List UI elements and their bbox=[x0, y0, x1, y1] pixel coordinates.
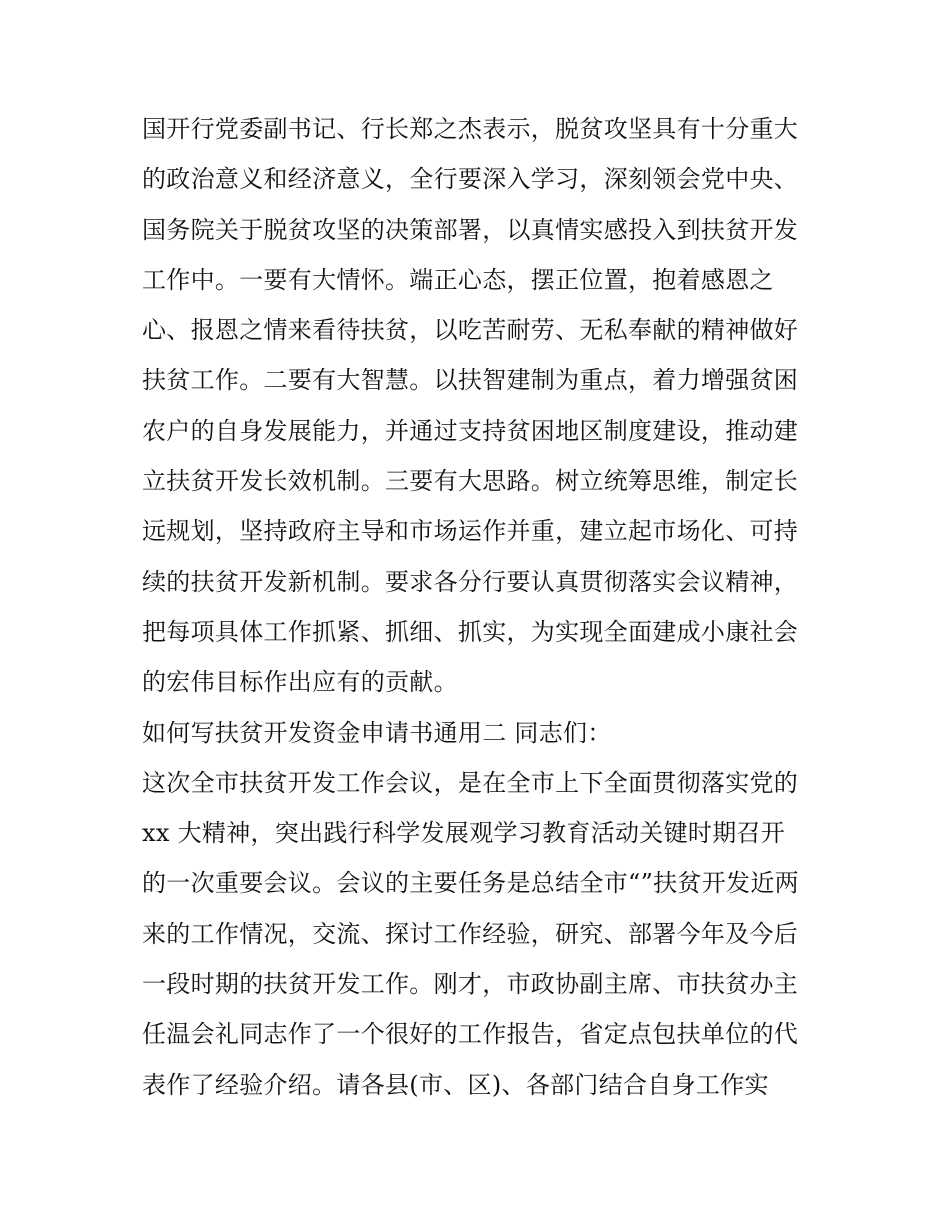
text-line: xx 大精神，突出践行科学发展观学习教育活动关键时期召开 bbox=[142, 819, 786, 848]
text-line: 心、报恩之情来看待扶贫，以吃苦耐劳、无私奉献的精神做好 bbox=[142, 316, 799, 345]
text-line: 续的扶贫开发新机制。要求各分行要认真贯彻落实会议精神， bbox=[142, 567, 799, 596]
text-line: 把每项具体工作抓紧、抓细、抓实，为实现全面建成小康社会 bbox=[142, 617, 799, 646]
text-line: 任温会礼同志作了一个很好的工作报告，省定点包扶单位的代 bbox=[142, 1020, 799, 1049]
text-line: 工作中。一要有大情怀。端正心态，摆正位置，抱着感恩之 bbox=[142, 265, 774, 294]
text-line: 国务院关于脱贫攻坚的决策部署，以真情实感投入到扶贫开发 bbox=[142, 215, 799, 244]
text-line: 来的工作情况，交流、探讨工作经验，研究、部署今年及今后 bbox=[142, 919, 799, 948]
text-line: 的政治意义和经济意义，全行要深入学习，深刻领会党中央、 bbox=[142, 165, 799, 194]
text-line: 立扶贫开发长效机制。三要有大思路。树立统筹思维，制定长 bbox=[142, 467, 799, 496]
section-heading: 如何写扶贫开发资金申请书通用二 同志们： bbox=[142, 718, 612, 747]
text-line: 表作了经验介绍。请各县(市、区)、各部门结合自身工作实 bbox=[142, 1070, 769, 1099]
text-line: 远规划，坚持政府主导和市场运作并重，建立起市场化、可持 bbox=[142, 517, 799, 546]
text-line: 农户的自身发展能力，并通过支持贫困地区制度建设，推动建 bbox=[142, 416, 799, 445]
text-line: 国开行党委副书记、行长郑之杰表示，脱贫攻坚具有十分重大 bbox=[142, 115, 799, 143]
text-line: 的一次重要会议。会议的主要任务是总结全市“”扶贫开发近两 bbox=[142, 869, 799, 898]
text-line: 的宏伟目标作出应有的贡献。 bbox=[142, 668, 458, 697]
text-line: 扶贫工作。二要有大智慧。以扶智建制为重点，着力增强贫困 bbox=[142, 366, 799, 395]
text-line: 这次全市扶贫开发工作会议，是在全市上下全面贯彻落实党的 bbox=[142, 768, 799, 797]
text-line: 一段时期的扶贫开发工作。刚才，市政协副主席、市扶贫办主 bbox=[142, 970, 799, 999]
body-text bbox=[142, 104, 822, 1110]
